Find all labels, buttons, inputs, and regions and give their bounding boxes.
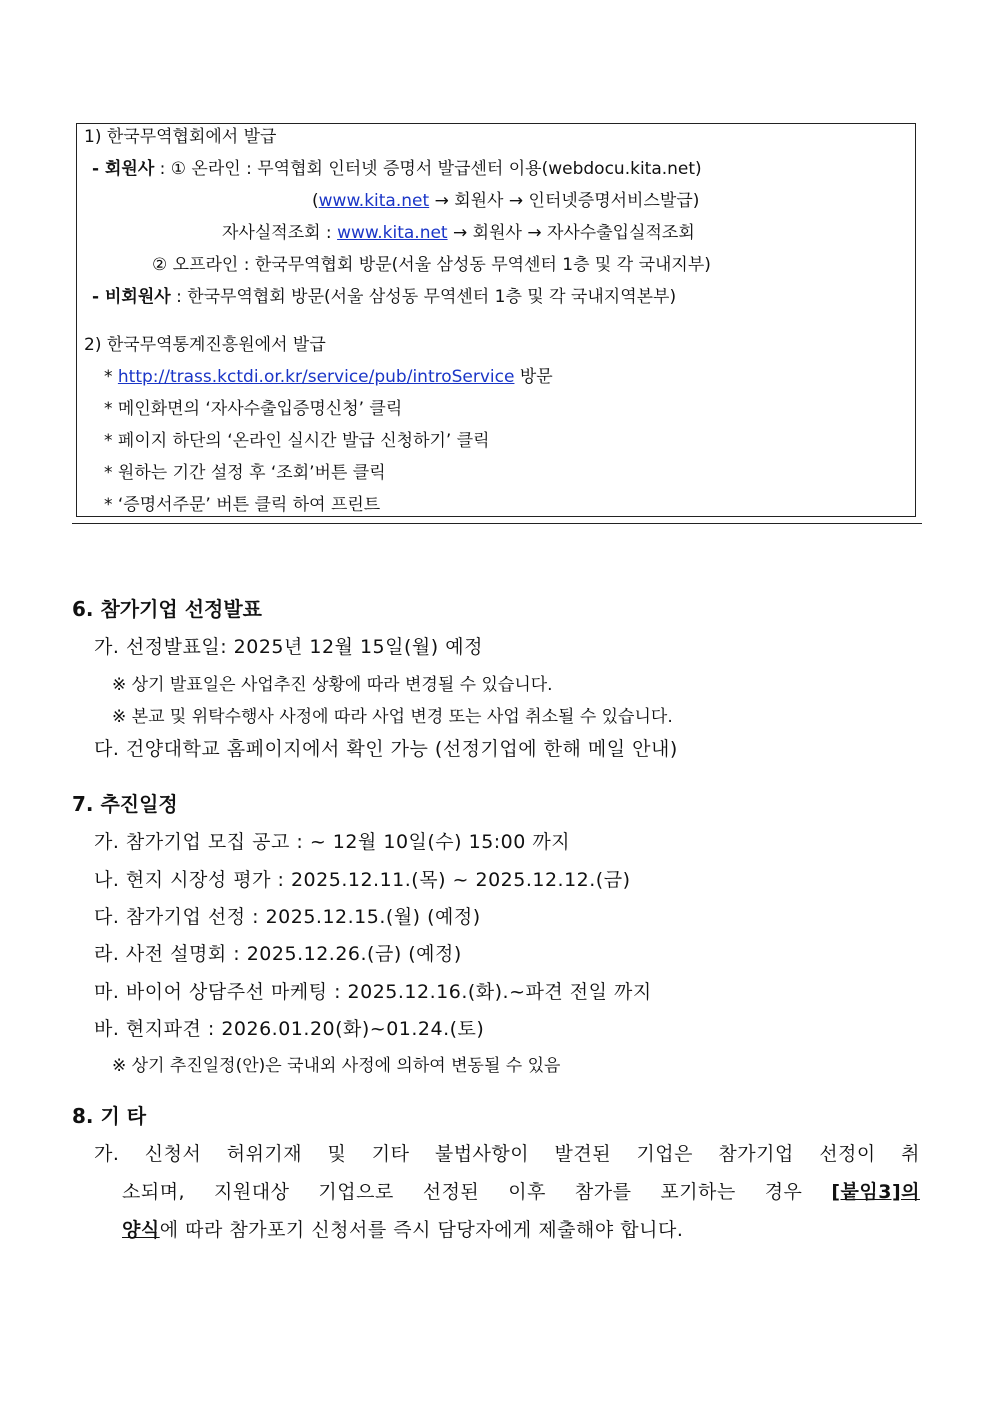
section8-line: 가. 신청서 허위기재 및 기타 불법사항이 발견된 기업은 참가기업 선정이 취	[94, 1143, 920, 1165]
member-record-row	[222, 222, 695, 244]
attachment3-reference: [붙임3]의	[831, 1181, 920, 1203]
member-record-path-text: → 회원사 → 자사수출입실적조회	[453, 223, 695, 243]
schedule-item: 마. 바이어 상담주선 마케팅 : 2025.12.16.(화).~파견 전일 까지	[94, 981, 652, 1003]
member-label: - 회원사	[92, 159, 155, 179]
schedule-item: 나. 현지 시장성 평가 : 2025.12.11.(목) ~ 2025.12.12.(금)	[94, 869, 631, 891]
kctdi-heading: 2) 한국무역통계진흥원에서 발급	[84, 335, 326, 355]
kctdi-step: * 메인화면의 ‘자사수출입증명신청’ 클릭	[104, 399, 403, 419]
divider	[72, 523, 922, 524]
kita-link[interactable]: www.kita.net	[318, 191, 430, 211]
section6-item: 가. 선정발표일: 2025년 12월 15일(월) 예정	[94, 636, 483, 658]
member-row	[92, 158, 702, 180]
section8-line	[122, 1215, 683, 1242]
nonmember-text: : 한국무역협회 방문(서울 삼성동 무역센터 1층 및 각 국내지역본부)	[176, 287, 677, 307]
member-offline-row: ② 오프라인 : 한국무역협회 방문(서울 삼성동 무역센터 1층 및 각 국내지부)	[152, 255, 711, 275]
form-reference: 양식	[122, 1219, 160, 1241]
kctdi-step: * ‘증명서주문’ 버튼 클릭 하여 프린트	[104, 495, 381, 515]
section8-text: 에 따라 참가포기 신청서를 즉시 담당자에게 제출해야 합니다.	[159, 1219, 684, 1241]
trass-link[interactable]: http://trass.kctdi.or.kr/service/pub/introService	[117, 367, 515, 387]
section7-title: 7. 추진일정	[72, 792, 178, 816]
section8-text: 소되며, 지원대상 기업으로 선정된 이후 참가를 포기하는 경우	[122, 1181, 803, 1203]
section6-note: ※ 상기 발표일은 사업추진 상황에 따라 변경될 수 있습니다.	[112, 675, 553, 695]
section6-title: 6. 참가기업 선정발표	[72, 597, 262, 621]
member-online-text: : ① 온라인 : 무역협회 인터넷 증명서 발급센터 이용(webdocu.kita.net)	[159, 159, 702, 179]
kita-link[interactable]: www.kita.net	[337, 223, 448, 243]
kita-heading: 1) 한국무역협회에서 발급	[84, 127, 277, 147]
section6-item: 다. 건양대학교 홈페이지에서 확인 가능 (선정기업에 한해 메일 안내)	[94, 738, 678, 760]
kctdi-step: * 원하는 기간 설정 후 ‘조회’버튼 클릭	[104, 463, 386, 483]
kctdi-step: * 페이지 하단의 ‘온라인 실시간 발급 신청하기’ 클릭	[104, 431, 490, 451]
visit-text: 방문	[519, 367, 553, 387]
schedule-item: 가. 참가기업 모집 공고 : ~ 12월 10일(수) 15:00 까지	[94, 831, 571, 853]
schedule-item: 바. 현지파견 : 2026.01.20(화)~01.24.(토)	[94, 1018, 485, 1040]
member-online-path-text: → 회원사 → 인터넷증명서비스발급)	[434, 191, 700, 211]
kctdi-link-row	[104, 366, 553, 388]
member-record-label: 자사실적조회 :	[222, 223, 332, 243]
paren: (	[312, 191, 319, 211]
section8-title: 8. 기 타	[72, 1104, 147, 1128]
section8-line	[122, 1177, 920, 1204]
schedule-item: 다. 참가기업 선정 : 2025.12.15.(월) (예정)	[94, 906, 481, 928]
issuance-info-box	[76, 123, 916, 517]
nonmember-label: - 비회원사	[92, 287, 171, 307]
bullet: *	[104, 367, 113, 387]
nonmember-row	[92, 286, 676, 308]
section6-note: ※ 본교 및 위탁수행사 사정에 따라 사업 변경 또는 사업 취소될 수 있습니다.	[112, 707, 673, 727]
member-online-path	[312, 190, 699, 212]
schedule-item: 라. 사전 설명회 : 2025.12.26.(금) (예정)	[94, 943, 462, 965]
schedule-note: ※ 상기 추진일정(안)은 국내외 사정에 의하여 변동될 수 있음	[112, 1056, 561, 1076]
